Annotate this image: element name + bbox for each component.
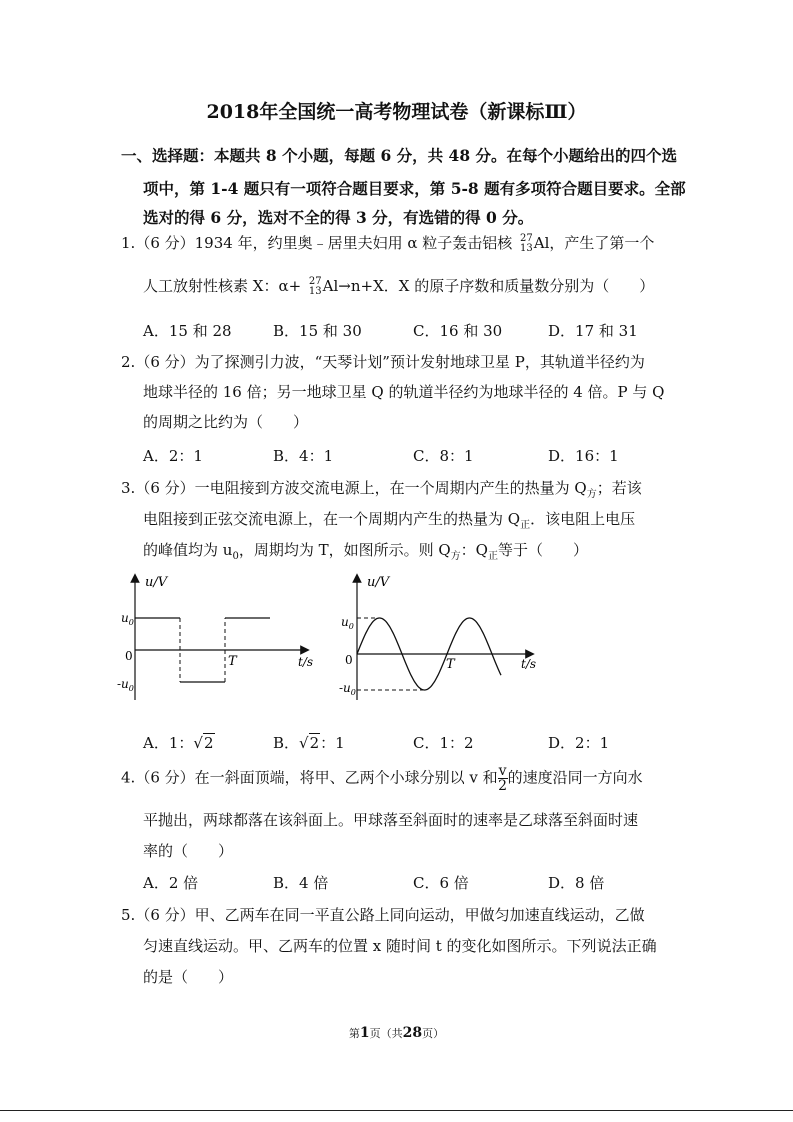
question-4-number: 4.: [121, 768, 136, 787]
question-2-line-3: 的周期之比约为（ ）: [143, 413, 309, 431]
nuclide-notation: 27 13: [520, 233, 533, 254]
page-bottom-rule: [0, 1110, 793, 1111]
q1-option-d: D．17 和 31: [548, 322, 638, 340]
page-footer: 第1页（共28页）: [348, 1025, 445, 1041]
q2-option-b: B．4：1: [273, 447, 334, 465]
question-4-line-3: 率的（ ）: [143, 842, 234, 860]
neg-u0-label: $-u_0$: [117, 677, 134, 693]
question-1-line-2: 人工放射性核素 X：α+ 27 13 Al→n+X．X 的原子序数和质量数分别为（ ）: [143, 276, 655, 297]
y-axis-label: u/V: [367, 575, 390, 590]
section-line-3: 选对的得 6 分，选对不全的得 3 分，有选错的得 0 分。: [143, 208, 534, 227]
question-1-line-1: 1.（6 分）1934 年，约里奥﹣居里夫妇用 α 粒子轰击铝核 27 13 Al，产生了第一个: [121, 233, 655, 254]
square-wave-graph: [115, 570, 325, 710]
q3-option-b: B．√2：1: [273, 734, 345, 752]
question-4-line-2: 平抛出，两球都落在该斜面上。甲球落至斜面时的速率是乙球落至斜面时速: [143, 811, 639, 829]
u0-label: $u_0$: [121, 611, 134, 627]
x-axis-label: t/s: [298, 655, 314, 669]
question-5-line-1: 5.（6 分）甲、乙两车在同一平直公路上同向运动，甲做匀加速直线运动，乙做: [121, 906, 645, 924]
q2-option-a: A．2：1: [143, 447, 203, 465]
q1-option-c: C．16 和 30: [413, 322, 503, 340]
question-3-line-1: 3.（6 分）一电阻接到方波交流电源上，在一个周期内产生的热量为 $Q_方$；若该: [121, 479, 642, 500]
sine-wave-graph: [335, 570, 545, 710]
question-3-number: 3.: [121, 479, 136, 497]
x-axis-label: t/s: [521, 657, 537, 671]
u0-label: $u_0$: [341, 615, 354, 631]
q2-option-c: C．8：1: [413, 447, 474, 465]
y-axis-label: u/V: [145, 575, 168, 590]
q2-option-d: D．16：1: [548, 447, 619, 465]
q1-option-b: B．15 和 30: [273, 322, 362, 340]
fraction-v-over-2: $\frac{v}{2}$: [498, 763, 508, 794]
origin-label: 0: [125, 649, 133, 663]
question-2-line-1: 2.（6 分）为了探测引力波，“天琴计划”预计发射地球卫星 P，其轨道半径约为: [121, 353, 645, 371]
period-label: T: [228, 654, 237, 669]
q4-option-d: D．8 倍: [548, 874, 605, 892]
q1-option-a: A．15 和 28: [143, 322, 232, 340]
page-number: 1: [359, 1025, 370, 1041]
section-line-2: 项中，第 1-4 题只有一项符合题目要求，第 5-8 题有多项符合题目要求。全部: [143, 179, 686, 198]
q4-option-c: C．6 倍: [413, 874, 469, 892]
question-1-number: 1.: [121, 234, 136, 252]
page-title: 2018年全国统一高考物理试卷（新课标Ⅲ）: [206, 101, 587, 123]
origin-label: 0: [345, 653, 353, 667]
question-5-number: 5.: [121, 906, 136, 924]
q3-option-a: A．1：√2: [143, 734, 214, 752]
q3-option-d: D．2：1: [548, 734, 610, 752]
nuclide-notation: 27 13: [308, 276, 322, 297]
question-5-line-2: 匀速直线运动。甲、乙两车的位置 x 随时间 t 的变化如图所示。下列说法正确: [143, 937, 657, 955]
question-2-number: 2.: [121, 353, 136, 371]
neg-u0-label: $-u_0$: [339, 681, 356, 697]
period-label: T: [446, 657, 455, 672]
question-5-line-3: 的是（ ）: [143, 968, 234, 986]
question-2-line-2: 地球半径的 16 倍；另一地球卫星 Q 的轨道半径约为地球半径的 4 倍。P 与 Q: [143, 383, 665, 401]
question-3-line-3: 的峰值均为 $u_0$，周期均为 T，如图所示。则 $Q_方$：$Q_正$等于（ ）: [143, 541, 588, 562]
q3-option-c: C．1：2: [413, 734, 474, 752]
section-line-1: 一、选择题：本题共 8 个小题，每题 6 分，共 48 分。在每个小题给出的四个选: [121, 146, 678, 165]
q4-option-b: B．4 倍: [273, 874, 329, 892]
question-4-line-1: 4.（6 分）在一斜面顶端，将甲、乙两个小球分别以 v 和 $\frac{v}{2}$ 的速度沿同一方向水: [121, 763, 643, 794]
total-pages: 28: [402, 1025, 423, 1041]
q4-option-a: A．2 倍: [143, 874, 199, 892]
question-3-line-2: 电阻接到正弦交流电源上，在一个周期内产生的热量为 $Q_正$．该电阻上电压: [143, 510, 636, 531]
